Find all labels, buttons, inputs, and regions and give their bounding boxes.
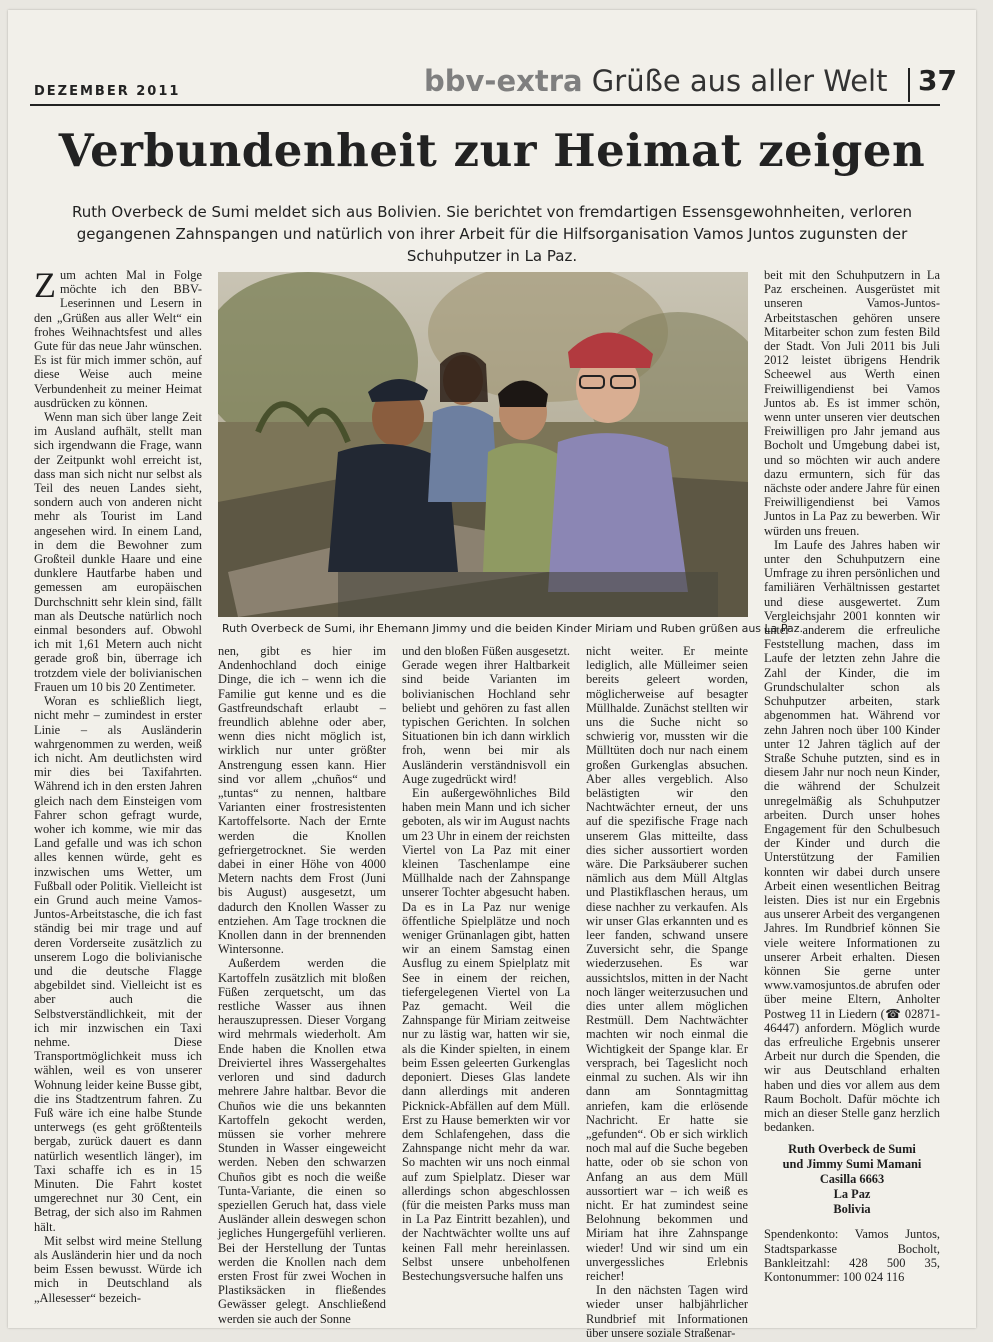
article-column-5 xyxy=(764,268,940,1328)
issue-date: DEZEMBER 2011 xyxy=(34,84,181,99)
author-signature xyxy=(764,1142,940,1217)
paragraph: Wenn man sich über lange Zeit im Ausland aufhält, stellt man sich irgendwann die Frage, wann der Zeitpunkt wohl erreicht ist, dass man sich nicht nur selbst als Teil des neuen Landes sieht, sondern auch von anderen nicht mehr als Tourist im Land angesehen wird. In einem Land, in dem die Bewohner zum Großteil dunkle Haare und eine dunklere Hautfarbe haben und gemessen am europäischen Durchschnitt sehr klein sind, fällt man als Deutsche natürlich noch einmal besonders auf. Obwohl ich mit 1,61 Metern auch nicht gerade groß bin, überrage ich trotzdem viele der bolivianischen Frauen um 10 bis 20 Zentimeter. xyxy=(34,410,202,694)
signature-line: La Paz xyxy=(833,1187,871,1202)
paragraph: nicht weiter. Er meinte lediglich, alle Mülleimer seien bereits geleert worden, möglicherweise auf besagter Müllhalde. Zunächst stellten wir uns die Suche nicht so schwierig vor, mussten wir die Mülltüten doch nur nach einem großen Gurkenglas absuchen. Aber alles vergeblich. Also belästigten wir den Nachtwächter erneut, der uns auf die spezifische Frage nach unserem Glas mitteilte, dass dies sicher aussortiert worden wäre. Die Parksäuberer suchen nämlich aus dem Müll Altglas und Plastikflaschen heraus, um diese nachher zu verkaufen. Als wir unser Glas erkannten und es leer fanden, schwand unsere Zuversicht sehr, die Spange wiederzusehen. Es war aussichtslos, mitten in der Nacht noch länger weiterzusuchen und dies unter allem möglichen Restmüll. Dem Nachtwächter machten wir noch einmal die Wichtigkeit der Spange klar. Er versprach, bei Tageslicht noch einmal zu suchen. Als wir ihn dann am Sonntagmittag anriefen, kam die erlösende Nachricht. Er hatte sie „gefunden“. Ob er sich wirklich noch mal auf die Suche begeben hatte, oder ob sie schon von Anfang an aus dem Müll aussortiert war – ich weiß es nicht. Er hat zumindest seine Belohnung bekommen und Miriam hat ihre Zahnspange wieder! Und wir sind um ein unvergessliches Erlebnis reicher! xyxy=(586,644,748,1283)
paragraph: In den nächsten Tagen wird wieder unser halbjährlicher Rundbrief mit Informationen über unsere soziale Straßenar- xyxy=(586,1283,748,1340)
signature-line: Bolivia xyxy=(833,1202,871,1217)
signature-line: Ruth Overbeck de Sumi xyxy=(788,1142,916,1157)
article-column-1 xyxy=(34,265,203,1328)
drop-cap: Z xyxy=(34,265,56,305)
article-headline: Verbundenheit zur Heimat zeigen xyxy=(58,124,926,177)
photo-illustration xyxy=(218,272,748,617)
paragraph: und den bloßen Füßen ausgesetzt. Gerade wegen ihrer Haltbarkeit sind beide Varianten im bolivianischen Hochland sehr beliebt und gehören zu fast allen typischen Gerichten. In solchen Situationen bin ich dann wirklich froh, wenn bei mir als Ausländerin verständnisvoll ein Auge zugedrückt wird! xyxy=(402,644,570,786)
article-lead: Ruth Overbeck de Sumi meldet sich aus Bolivien. Sie berichtet von fremdartigen Essensgewohnheiten, verloren gegangenen Zahnspangen und natürlich von ihrer Arbeit für die Hilfsorganisation Vamos Juntos zugunsten der Schuhputzer in La Paz. xyxy=(72,203,912,265)
paragraph-text: um achten Mal in Folge möchte ich den BBV-Leserinnen und Lesern in den „Grüßen aus aller Welt“ ein frohes Weihnachtsfest und alles Gute für das neue Jahr wünschen. Es ist für mich immer schön, auf diese Weise auch meine Verbundenheit zu meiner Heimat ausdrücken zu können. xyxy=(34,268,202,410)
paragraph: Ein außergewöhnliches Bild haben mein Mann und ich sicher geboten, als wir im August nachts um 23 Uhr in einem der reichsten Viertel von La Paz mit einer kleinen Taschenlampe eine Müllhalde nach der Zahnspange unserer Tochter abgesucht haben. Da es in La Paz nur wenige öffentliche Spielplätze und noch weniger Grünanlagen gibt, hatten wir an einem Samstag einen Ausflug zu einem Spielplatz mit See in einem der reichen, tiefergelegenen Viertel von La Paz gemacht. Weil die Zahnspange für Miriam zeitweise nur zu lästig war, hatten wir sie, als die Kinder spielten, in einem beim Essen geleerten Gurkenglas deponiert. Dieses Glas landete dann allerdings mit anderen Picknick-Abfällen auf dem Müll. Erst zu Hause bemerkten wir vor dem Schlafengehen, dass die Zahnspange nicht mehr da war. So machten wir uns noch einmal auf zum Spielplatz. Dieser war allerdings schon abgeschlossen (für die meisten Parks muss man in La Paz Eintritt bezahlen), und der Nachtwächter wollte uns auf keinen Fall mehr hereinlassen. Selbst unsere unbeholfenen Bestechungsversuche halfen uns xyxy=(402,786,570,1283)
section-title xyxy=(424,64,888,98)
signature-line: und Jimmy Sumi Mamani xyxy=(782,1157,922,1172)
family-photo xyxy=(218,272,748,617)
article-column-2 xyxy=(218,644,386,1329)
paragraph: Woran es schließlich liegt, nicht mehr – zumindest in erster Linie – als Ausländerin wahrgenommen zu werden, weiß ich nicht. Am deutlichsten wird mir dies bei Taxifahrten. Während ich in den ersten Jahren gleich nach dem Einsteigen vom Fahrer schon gefragt wurde, woher ich komme, wie mir das Land gefalle und was ich schon alles kennen würde, geht es inzwischen ums Wetter, um Fußball oder Politik. Vielleicht ist ein Grund auch meine Vamos-Juntos-Arbeitstasche, die ich fast ständig bei mir trage und auf deren Vorderseite zusätzlich zu unserem Logo die bolivianische und die deutsche Flagge abgebildet sind. Vielleicht ist es aber auch die Selbstverständlichkeit, mit der ich mir inzwischen ein Taxi nehme. Diese Transportmöglichkeit muss ich wählen, weil es von unserer Wohnung leider keine Busse gibt, die ins Stadtzentrum fahren. Zu Fuß wäre ich eine halbe Stunde unterwegs (es geht größtenteils bergab, zurück dauert es dann natürlich wesentlich länger), im Taxi schaffe ich es in 15 Minuten. Die Fahrt kostet umgerechnet nur 30 Cent, ein Betrag, der sich also im Rahmen hält. xyxy=(34,694,203,1234)
page-number: 37 xyxy=(918,64,957,97)
donation-info: Spendenkonto: Vamos Juntos, Stadtsparkasse Bocholt, Bankleitzahl: 428 500 35, Kontonummer: 100 024 116 xyxy=(764,1227,940,1284)
paragraph xyxy=(34,265,202,410)
newspaper-page xyxy=(8,10,976,1340)
paragraph: Außerdem werden die Kartoffeln zusätzlich mit bloßen Füßen zerquetscht, um das restliche Wasser aus ihnen herauszupressen. Dieser Vorgang wird mehrmals wiederholt. Am Ende haben die Knollen etwa Dreiviertel ihres Wassergehaltes verloren und sind dadurch mehrere Jahre haltbar. Bevor die Chuños wie die uns bekannten Kartoffeln gekocht werden, müssen sie vorher mehrere Stunden in Wasser eingeweicht werden. Neben den schwarzen Chuños gibt es noch die weiße Tunta-Variante, die einen so speziellen Geruch hat, dass viele Ausländer allein deswegen schon jegliches Hungergefühl verlieren. Bei der Herstellung der Tuntas werden die Knollen nach dem ersten Frost für zwei Wochen in Plastiksäcken in fließendes Gewässer gelegt. Anschließend werden sie auch der Sonne xyxy=(218,956,386,1326)
paragraph: Im Laufe des Jahres haben wir unter den Schuhputzern eine Umfrage zu ihren persönlichen und familiären Verhältnissen gestartet und diese ausgewertet. Zum Vergleichsjahr 2001 konnten wir unter anderem die erfreuliche Feststellung machen, dass im Laufe der letzten zehn Jahre die Zahl der Kinder, die im Grundschulalter schon als Schuhputzer arbeiten, stark abgenommen hat. Während vor zehn Jahren noch über 100 Kinder unter 12 Jahren täglich auf der Straße Schuhe putzten, sind es in diesem Jahr nur noch neun Kinder, die während der Schulzeit unregelmäßig als Schuhputzer arbeiten. Durch unser hohes Engagement für den Schulbesuch der Kinder und durch die Unterstützung der Familien konnten wir dabei durch unsere Arbeit einen wesentlichen Beitrag leisten. Dies ist nur ein Ergebnis aus unserer Arbeit des vergangenen Jahres. Im Rundbrief können Sie viele weitere Informationen zu unserer Arbeit erhalten. Diesen können Sie gerne unter www.vamosjuntos.de abrufen oder über meine Eltern, Anholter Postweg 11 in Liedern (☎ 02871-46447) anfordern. Möglich wurde das erfreuliche Ergebnis unserer Arbeit nur durch die Spenden, die wir aus Deutschland erhalten haben und dies vor allem aus dem Raum Bocholt. Dafür möchte ich mich an dieser Stelle ganz herzlich bedanken. xyxy=(764,537,940,1135)
article-column-4 xyxy=(586,644,748,1340)
signature-line: Casilla 6663 xyxy=(819,1172,885,1187)
article-column-3 xyxy=(402,644,570,1329)
paragraph: Mit selbst wird meine Stellung als Ausländerin hier und da noch beim Essen bewusst. Würde ich mich in Deutschland als „Allesesser“ bezeich- xyxy=(34,1233,202,1305)
photo-caption: Ruth Overbeck de Sumi, ihr Ehemann Jimmy und die beiden Kinder Miriam und Ruben grüßen aus La Paz. xyxy=(222,622,804,635)
header-divider xyxy=(908,68,910,102)
paragraph: beit mit den Schuhputzern in La Paz erscheinen. Ausgerüstet mit unseren Vamos-Juntos-Arbeitstaschen gehören unsere Mitarbeiter schon zum festen Bild der Stadt. Von Juli 2011 bis Juli 2012 leistet übrigens Hendrik Scheewel aus Werth einen Freiwilligendienst bei Vamos Juntos ab. Es ist immer schön, wenn unter unseren vier deutschen Freiwilligen pro Jahr jemand aus Bocholt und Umgebung dabei ist, und so möchten wir auch andere dazu ermuntern, sich für das nächste oder andere Jahre für einen Freiwilligendienst bei Vamos Juntos in La Paz zu bewerben. Wir würden uns freuen. xyxy=(764,268,940,538)
brand-label: bbv-extra xyxy=(424,64,583,98)
page-header xyxy=(30,64,957,106)
paragraph: nen, gibt es hier im Andenhochland doch einige Dinge, die ich – wenn ich die Familie gut kenne und es die Gastfreundschaft erlaubt – freundlich ablehne oder aber, wenn dies nicht möglich ist, wirklich nur unter größter Anstrengung essen kann. Hier sind vor allem „chuños“ und „tuntas“ zu nennen, haltbare Varianten einer frostresistenten Kartoffelsorte. Nach der Ernte werden die Knollen gefriergetrocknet. Sie werden dabei in einer Höhe von 4000 Metern nachts dem Frost (Juni bis August) ausgesetzt, um dadurch den Knollen Wasser zu entziehen. Am Tage trocknen die Knollen dann in der brennenden Wintersonne. xyxy=(218,644,386,957)
section-label: Grüße aus aller Welt xyxy=(591,64,888,98)
